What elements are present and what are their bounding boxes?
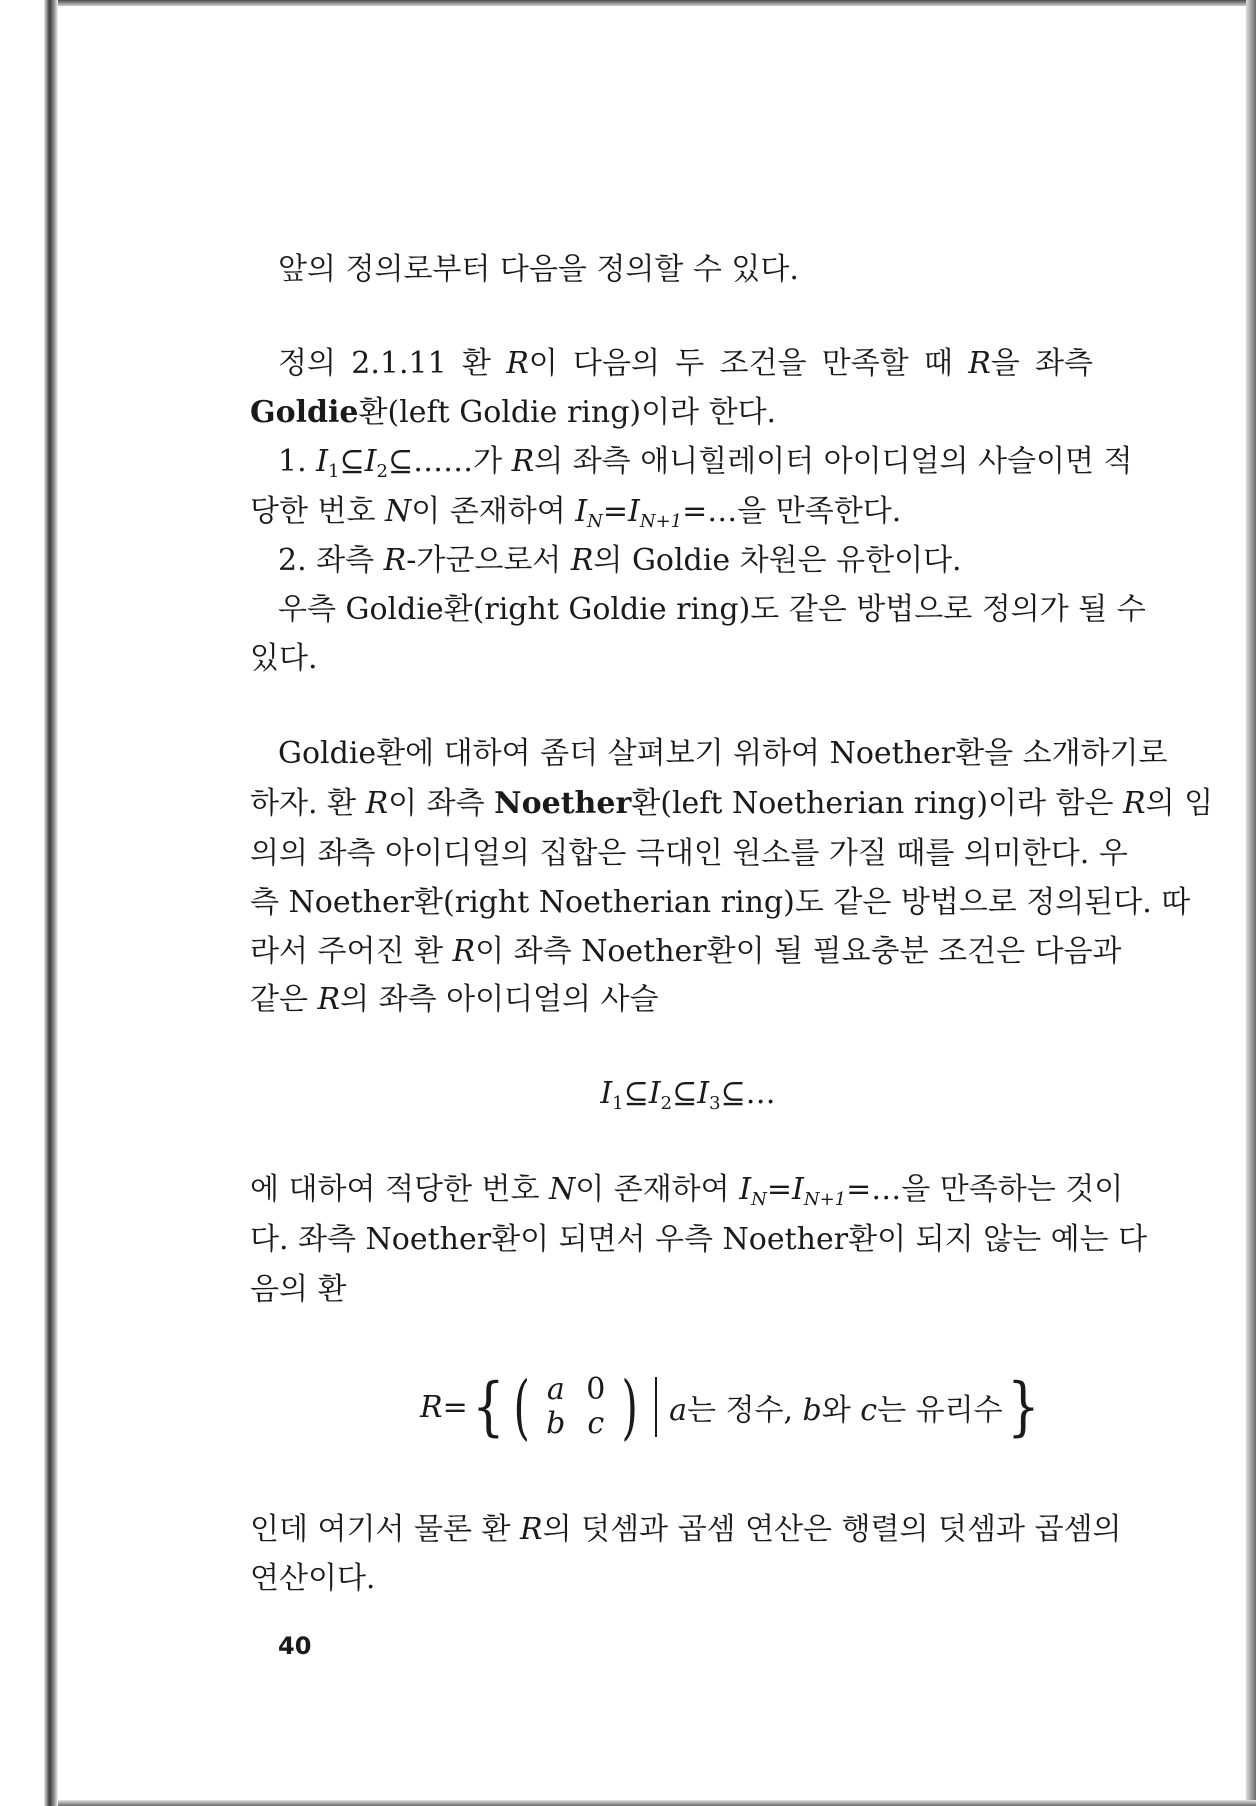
right-goldie-line-1: 우측 Goldie환(right Goldie ring)도 같은 방법으로 정의가 될 수 — [278, 592, 1146, 627]
after-chain-line-3: 음의 환 — [250, 1272, 347, 1307]
noether-line-4: 측 Noether환(right Noetherian ring)도 같은 방법으로 정의된다. 따 — [250, 885, 1191, 920]
definition-line-1: 정의 2.1.11 환 R이 다음의 두 조건을 만족할 때 R을 좌측 — [278, 346, 1093, 381]
set-condition: a는 정수, b와 c는 유리수 — [669, 1393, 1003, 1428]
left-paren: ( — [513, 1366, 531, 1448]
noether-line-3: 의의 좌측 아이디얼의 집합은 극대인 원소를 가질 때를 의미한다. 우 — [250, 836, 1128, 871]
page-right-edge — [1246, 0, 1256, 1806]
matrix-entry-b: b — [546, 1406, 566, 1441]
set-builder-bar — [655, 1377, 657, 1437]
page-number: 40 — [278, 1632, 312, 1660]
matrix-entries — [536, 1373, 616, 1441]
book-spine-edge — [44, 0, 58, 1806]
right-brace: } — [1006, 1370, 1040, 1444]
condition-1-line-1: 1. $I_1⊆I_2⊆\dots\dots$가 R의 좌측 애니힐레이터 아이디얼의 사슬이면 적 — [278, 444, 1133, 482]
matrix-entry-a: a — [546, 1372, 565, 1407]
noether-line-1: Goldie환에 대하여 좀더 살펴보기 위하여 Noether환을 소개하기로 — [278, 736, 1168, 771]
after-chain-line-1: 에 대하여 적당한 번호 N이 존재하여 $I_N=I_{N+1}=\dots$을 만족하는 것이 — [250, 1172, 1124, 1210]
right-goldie-line-2: 있다. — [250, 641, 318, 676]
conclusion-line-1: 인데 여기서 물론 환 R의 덧셈과 곱셈 연산은 행렬의 덧셈과 곱셈의 — [250, 1512, 1122, 1547]
condition-1-line-2: 당한 번호 N이 존재하여 $I_N=I_{N+1}=\dots$을 만족한다. — [250, 494, 902, 532]
matrix-entry-zero: 0 — [586, 1372, 606, 1407]
noether-line-6: 같은 R의 좌측 아이디얼의 사슬 — [250, 982, 659, 1017]
definition-line-2: Goldie환(left Goldie ring)이라 한다. — [250, 395, 777, 430]
noether-line-5: 라서 주어진 환 R이 좌측 Noether환이 될 필요충분 조건은 다음과 — [250, 934, 1122, 969]
conclusion-line-2: 연산이다. — [250, 1561, 376, 1596]
condition-2: 2. 좌측 R-가군으로서 R의 Goldie 차원은 유한이다. — [278, 543, 962, 578]
noether-line-2: 하자. 환 R이 좌측 Noether환(left Noetherian ring)이라 함은 R의 임 — [250, 786, 1214, 821]
equals-sign: = — [442, 1389, 468, 1425]
page-top-edge — [58, 0, 1256, 6]
matrix-ring-equation — [420, 1366, 1043, 1448]
chain-equation: $I_1⊆I_2⊆I_3⊆\dots$ — [600, 1076, 776, 1114]
ring-symbol: R — [420, 1389, 443, 1425]
page-bottom-edge — [58, 1800, 1256, 1806]
right-paren: ) — [621, 1366, 638, 1448]
matrix-entry-c: c — [587, 1406, 605, 1441]
left-brace: { — [471, 1370, 505, 1444]
intro-sentence: 앞의 정의로부터 다음을 정의할 수 있다. — [278, 252, 799, 287]
after-chain-line-2: 다. 좌측 Noether환이 되면서 우측 Noether환이 되지 않는 예는 다 — [250, 1222, 1148, 1257]
